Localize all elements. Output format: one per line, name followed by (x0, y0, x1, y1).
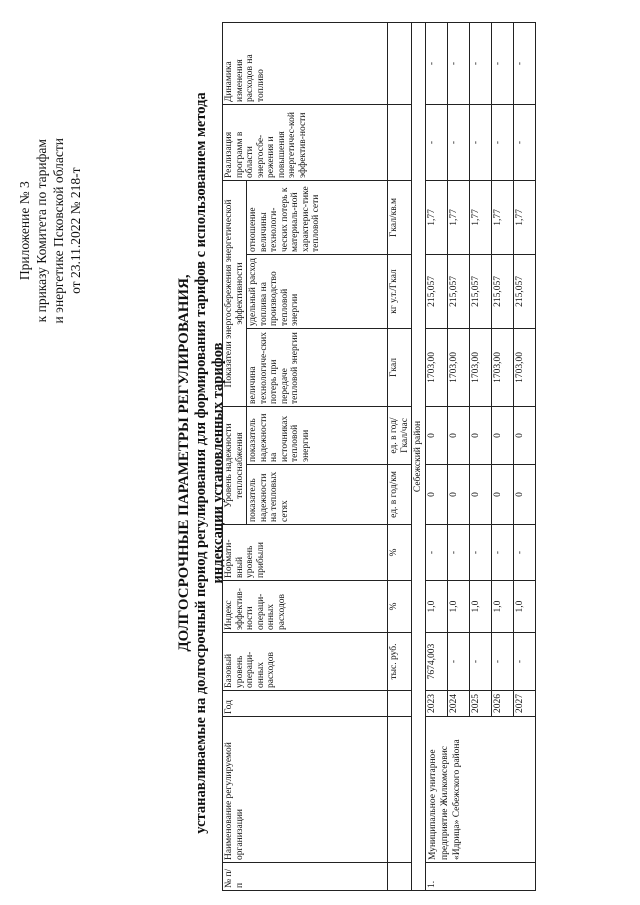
cell-reliability-src: 0 (447, 406, 469, 464)
cell-fuel: 215,057 (447, 254, 469, 328)
cell-fuel: 215,057 (469, 254, 491, 328)
cell-base: - (447, 633, 469, 691)
unit-index: % (388, 581, 412, 633)
title-line-1: ДОЛГОСРОЧНЫЕ ПАРАМЕТРЫ РЕГУЛИРОВАНИЯ, (176, 274, 192, 652)
org-number: 1. (425, 863, 535, 891)
appendix-line-2: к приказу Комитета по тарифам (34, 139, 49, 323)
cell-fuel: 215,057 (491, 254, 513, 328)
cell-reliability-src: 0 (469, 406, 491, 464)
cell-program: - (513, 104, 535, 180)
document-title (176, 63, 227, 863)
cell-year: 2027 (513, 691, 535, 717)
header-index: Индекс эффектив-ности операци-онных расходов (223, 581, 388, 633)
header-ratio: отношение величины технологи-ческих потерь к материаль-ной характерис-тике тепловой сети (247, 180, 388, 254)
appendix-line-3: и энергетике Псковской области (51, 138, 66, 324)
header-base: Базовый уровень операци-онных расходов (223, 633, 388, 691)
cell-index: 1,0 (513, 581, 535, 633)
cell-program: - (469, 104, 491, 180)
header-row-1 (223, 22, 247, 890)
cell-year: 2024 (447, 691, 469, 717)
cell-profit: - (425, 525, 447, 581)
header-energy-group: Показатели энергосбережения энергетической эффективности (223, 180, 247, 406)
cell-base: - (513, 633, 535, 691)
table-row (425, 22, 447, 890)
unit-fuel: кг у.т./Гкал (388, 254, 412, 328)
title-line-2: устанавливаемые на долгосрочный период регулирования для формирования тарифов с использованием метода (193, 92, 209, 834)
unit-base: тыс. руб. (388, 633, 412, 691)
cell-reliability-net: 0 (491, 465, 513, 525)
cell-reliability-net: 0 (447, 465, 469, 525)
header-program: Реализация программ в области энергосбе-режения и повышения энергетичес-кой эффектив-ности (223, 104, 388, 180)
cell-dynamics: - (469, 22, 491, 104)
header-org: Наименование регулируемой организации (223, 717, 388, 863)
region-row (412, 22, 426, 890)
header-profit: Нормати-вный уровень прибыли (223, 525, 388, 581)
header-reliability-group: Уровень надежности теплоснабжения (223, 406, 247, 524)
cell-loss: 1703,00 (425, 328, 447, 406)
cell-fuel: 215,057 (425, 254, 447, 328)
cell-program: - (447, 104, 469, 180)
cell-base: - (491, 633, 513, 691)
header-reliability-net: показатель надежности на тепловых сетях (247, 465, 388, 525)
cell-profit: - (491, 525, 513, 581)
cell-ratio: 1,77 (447, 180, 469, 254)
cell-reliability-net: 0 (469, 465, 491, 525)
cell-profit: - (447, 525, 469, 581)
cell-program: - (491, 104, 513, 180)
cell-dynamics: - (447, 22, 469, 104)
unit-profit: % (388, 525, 412, 581)
document-page (0, 8, 620, 893)
cell-index: 1,0 (469, 581, 491, 633)
unit-loss: Гкал (388, 328, 412, 406)
header-fuel: удельный расход топлива на производство тепловой энергии (247, 254, 388, 328)
unit-reliability-net: ед. в год/км (388, 465, 412, 525)
parameters-table (222, 22, 536, 891)
cell-ratio: 1,77 (513, 180, 535, 254)
cell-fuel: 215,057 (513, 254, 535, 328)
cell-index: 1,0 (425, 581, 447, 633)
units-row (388, 22, 412, 890)
cell-year: 2025 (469, 691, 491, 717)
cell-dynamics: - (513, 22, 535, 104)
cell-year: 2023 (425, 691, 447, 717)
cell-profit: - (513, 525, 535, 581)
cell-ratio: 1,77 (469, 180, 491, 254)
header-year: Год (223, 691, 388, 717)
cell-reliability-net: 0 (425, 465, 447, 525)
cell-reliability-net: 0 (513, 465, 535, 525)
cell-reliability-src: 0 (425, 406, 447, 464)
cell-loss: 1703,00 (513, 328, 535, 406)
cell-base: - (469, 633, 491, 691)
cell-ratio: 1,77 (425, 180, 447, 254)
org-name: Муниципальное унитарное предприятие Жилкомсервис «Идрица» Себежского района (425, 717, 535, 863)
cell-reliability-src: 0 (491, 406, 513, 464)
appendix-block (16, 138, 84, 323)
cell-ratio: 1,77 (491, 180, 513, 254)
appendix-line-1: Приложение № 3 (17, 181, 32, 281)
header-num: № п/п (223, 863, 388, 891)
appendix-line-4: от 23.11.2022 № 218-т (68, 167, 83, 294)
cell-loss: 1703,00 (447, 328, 469, 406)
cell-year: 2026 (491, 691, 513, 717)
header-loss: величина технологиче-ских потерь при передаче тепловой энергии (247, 328, 388, 406)
cell-profit: - (469, 525, 491, 581)
cell-index: 1,0 (447, 581, 469, 633)
header-reliability-src: показатель надежности на источниках тепловой энергии (247, 406, 388, 464)
cell-program: - (425, 104, 447, 180)
title-line-3: индексации установленных тарифов (210, 342, 226, 584)
cell-dynamics: - (425, 22, 447, 104)
unit-reliability-src: ед. в год/Гкал/час (388, 406, 412, 464)
cell-reliability-src: 0 (513, 406, 535, 464)
unit-ratio: Гкал/кв.м (388, 180, 412, 254)
cell-base: 7674,003 (425, 633, 447, 691)
region-name: Себежский район (412, 22, 426, 890)
cell-dynamics: - (491, 22, 513, 104)
cell-loss: 1703,00 (469, 328, 491, 406)
cell-loss: 1703,00 (491, 328, 513, 406)
cell-index: 1,0 (491, 581, 513, 633)
header-dynamics: Динамика изменения расходов на топливо (223, 22, 388, 104)
